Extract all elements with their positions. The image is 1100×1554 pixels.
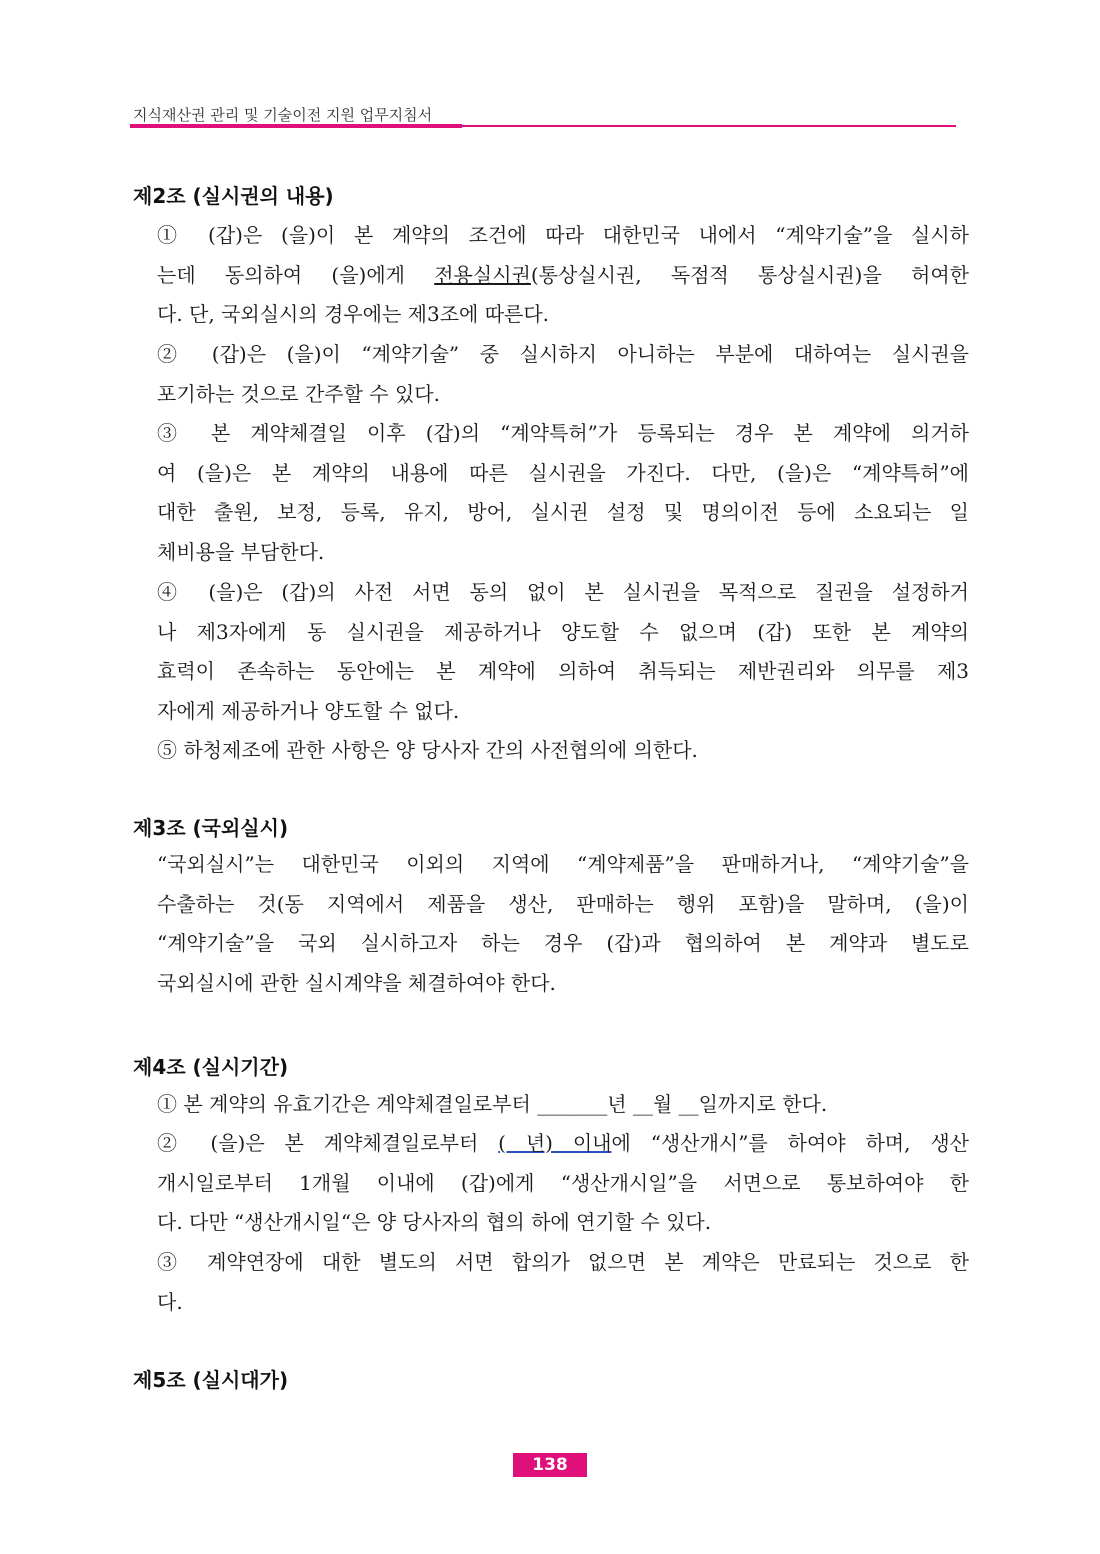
article-2-clause-1: [157, 216, 969, 335]
text-line: 다. 다만 “생산개시일“은 양 당사자의 협의 하에 연기할 수 있다.: [157, 1210, 712, 1235]
text-line: 자에게 제공하거나 양도할 수 없다.: [157, 698, 460, 723]
article-4-title: 제4조 (실시기간): [133, 1055, 289, 1079]
article-4-clause-3: [157, 1243, 969, 1322]
text-line: ⑤ 하청제조에 관한 사항은 양 당사자 간의 사전협의에 의한다.: [157, 738, 698, 762]
text-line: “계약기술”을 국외 실시하고자 하는 경우 (갑)과 협의하여 본 계약과 별도로: [157, 931, 969, 956]
text-line: 효력이 존속하는 동안에는 본 계약에 의하여 취득되는 제반권리와 의무를 제3: [157, 659, 969, 684]
text-line: 다. 단, 국외실시의 경우에는 제3조에 따른다.: [157, 302, 550, 327]
text-segment: (통상실시권, 독점적 통상실시권)을 허여한: [530, 262, 969, 287]
underlined-period: ( 년) 이내: [498, 1131, 612, 1155]
article-2-title: 제2조 (실시권의 내용): [133, 184, 334, 208]
text-segment: ② (을)은 본 계약체결일로부터: [157, 1131, 499, 1155]
text-line: 다.: [157, 1289, 183, 1314]
text-line: 나 제3자에게 동 실시권을 제공하거나 양도할 수 없으며 (갑) 또한 본 계약의: [157, 619, 969, 644]
text-line: [157, 256, 969, 296]
text-line: ③ 본 계약체결일 이후 (갑)의 “계약특허”가 등록되는 경우 본 계약에 의거하: [157, 421, 969, 445]
page-number: 138: [513, 1453, 587, 1477]
text-line: 포기하는 것으로 간주할 수 있다.: [157, 381, 440, 406]
text-line: ② (갑)은 (을)이 “계약기술” 중 실시하지 아니하는 부분에 대하여는 실시권을: [157, 342, 969, 366]
text-line: 여 (을)은 본 계약의 내용에 따른 실시권을 가진다. 다만, (을)은 “계약특허”에: [157, 460, 969, 485]
text-line: ① 본 계약의 유효기간은 계약체결일로부터 _______년 __월 __일까지로 한다.: [157, 1092, 828, 1116]
article-4-clause-1: [157, 1085, 969, 1125]
text-line: [157, 1124, 969, 1164]
text-line: ③ 계약연장에 대한 별도의 서면 합의가 없으면 본 계약은 만료되는 것으로 한: [157, 1250, 969, 1274]
text-line: 수출하는 것(동 지역에서 제품을 생산, 판매하는 행위 포함)을 말하며, (을)이: [157, 891, 969, 916]
article-3-body: [157, 845, 969, 1003]
header-rule-accent: [130, 124, 462, 128]
article-2-clause-4: [157, 573, 969, 731]
text-line: 체비용을 부담한다.: [157, 539, 325, 564]
article-2-clause-3: [157, 414, 969, 572]
article-3-title: 제3조 (국외실시): [133, 816, 289, 840]
text-line: 대한 출원, 보정, 등록, 유지, 방어, 실시권 설정 및 명의이전 등에 소요되는 일: [157, 500, 969, 525]
text-line: 개시일로부터 1개월 이내에 (갑)에게 “생산개시일”을 서면으로 통보하여야 한: [157, 1170, 969, 1195]
article-4-clause-2: [157, 1124, 969, 1243]
text-line: ④ (을)은 (갑)의 사전 서면 동의 없이 본 실시권을 목적으로 질권을 설정하거: [157, 580, 969, 604]
text-segment: 는데 동의하여 (을)에게: [157, 262, 435, 287]
text-line: “국외실시”는 대한민국 이외의 지역에 “계약제품”을 판매하거나, “계약기술”을: [157, 852, 969, 876]
running-header: 지식재산권 관리 및 기술이전 지원 업무지침서: [133, 106, 433, 124]
underlined-term: 전용실시권: [434, 262, 531, 287]
article-2-clause-5: [157, 731, 969, 771]
article-2-clause-2: [157, 335, 969, 414]
article-5-title: 제5조 (실시대가): [133, 1368, 289, 1392]
text-line: ① (갑)은 (을)이 본 계약의 조건에 따라 대한민국 내에서 “계약기술”을 실시하: [157, 223, 969, 247]
text-segment: 에 “생산개시”를 하여야 하며, 생산: [611, 1131, 969, 1155]
text-line: 국외실시에 관한 실시계약을 체결하여야 한다.: [157, 970, 556, 995]
